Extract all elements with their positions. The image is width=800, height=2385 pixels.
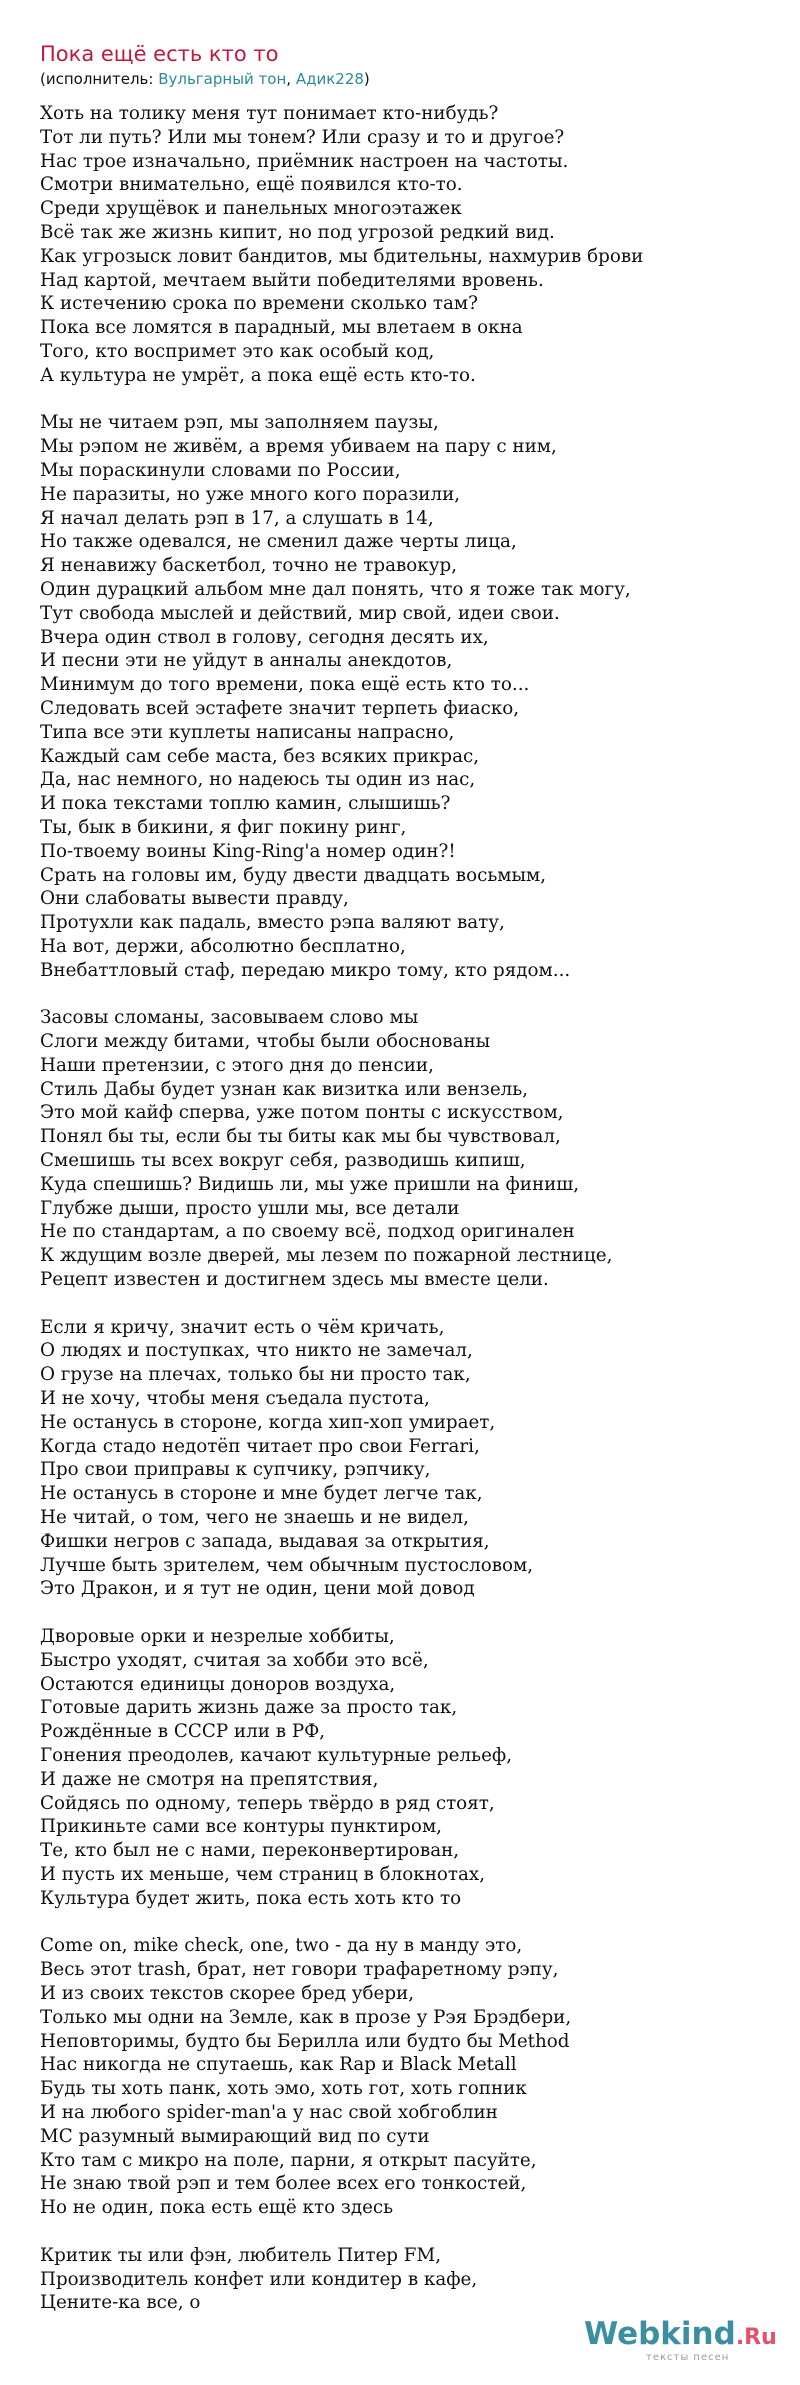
lyrics-line: Мы не читаем рэп, мы заполняем паузы, xyxy=(40,412,439,434)
lyrics-line: Рецепт известен и достигнем здесь мы вместе цели. xyxy=(40,1269,549,1291)
lyrics-line: По-твоему воины King-Ring'а номер один?! xyxy=(40,840,456,862)
lyrics-line: Срать на головы им, буду двести двадцать восьмым, xyxy=(40,864,547,886)
lyrics-line: Тот ли путь? Или мы тонем? Или сразу и то и другое? xyxy=(40,126,565,148)
lyrics-line: Протухли как падаль, вместо рэпа валяют вату, xyxy=(40,912,505,934)
artist-separator: , xyxy=(286,70,296,88)
lyrics-line: Не знаю твой рэп и тем более всех его тонкостей, xyxy=(40,2173,527,2195)
lyrics-line: Come on, mike check, one, two - да ну в манду это, xyxy=(40,1935,523,1957)
lyrics-line: Слоги между битами, чтобы были обоснованы xyxy=(40,1031,491,1053)
lyrics-stanza xyxy=(40,1625,800,1911)
lyrics-line: Не паразиты, но уже много кого поразили, xyxy=(40,483,461,505)
lyrics-line: Того, кто воспримет это как особый код, xyxy=(40,340,435,362)
lyrics-line: А культура не умрёт, а пока ещё есть кто-то. xyxy=(40,364,476,386)
lyrics-line: И пусть их меньше, чем страниц в блокнотах, xyxy=(40,1863,486,1885)
lyrics-line: Если я кричу, значит есть о чём кричать, xyxy=(40,1316,445,1338)
lyrics-line: Только мы одни на Земле, как в прозе у Рэя Брэдбери, xyxy=(40,2006,572,2028)
lyrics-line: Засовы сломаны, засовываем слово мы xyxy=(40,1007,419,1029)
lyrics-line: Куда спешишь? Видишь ли, мы уже пришли на финиш, xyxy=(40,1173,580,1195)
lyrics-line: Не останусь в стороне, когда хип-хоп умирает, xyxy=(40,1411,496,1433)
lyrics-line: Те, кто был не с нами, переконвертирован, xyxy=(40,1840,460,1862)
lyrics-line: Весь этот trash, брат, нет говори трафаретному рэпу, xyxy=(40,1959,559,1981)
lyrics-line: Гонения преодолев, качают культурные рельеф, xyxy=(40,1744,513,1766)
lyrics-line: И пока текстами топлю камин, слышишь? xyxy=(40,793,451,815)
lyrics-line: И на любого spider-man'а у нас свой хобгоблин xyxy=(40,2101,498,2123)
lyrics-line: Смотри внимательно, ещё появился кто-то. xyxy=(40,174,463,196)
artist-line xyxy=(40,68,800,90)
lyrics-line: На вот, держи, абсолютно бесплатно, xyxy=(40,935,406,957)
lyrics-line: Они слабоваты вывести правду, xyxy=(40,888,349,910)
lyrics-line: Остаются единицы доноров воздуха, xyxy=(40,1673,396,1695)
lyrics-line: Про свои приправы к супчику, рэпчику, xyxy=(40,1459,431,1481)
lyrics-line: И не хочу, чтобы меня съедала пустота, xyxy=(40,1388,430,1410)
lyrics-line: Производитель конфет или кондитер в кафе, xyxy=(40,2268,478,2290)
lyrics-line: Да, нас немного, но надеюсь ты один из нас, xyxy=(40,769,476,791)
lyrics-line: О грузе на плечах, только бы ни просто так, xyxy=(40,1364,471,1386)
lyrics-line: Мы рэпом не живём, а время убиваем на пару с ним, xyxy=(40,436,557,458)
lyrics-line: Это мой кайф сперва, уже потом понты с искусством, xyxy=(40,1102,564,1124)
artist-link-adik228[interactable]: Адик228 xyxy=(295,70,364,88)
lyrics-line: И песни эти не уйдут в анналы анекдотов, xyxy=(40,650,453,672)
artist-suffix: ) xyxy=(363,70,370,88)
lyrics-line: Не останусь в стороне и мне будет легче так, xyxy=(40,1483,483,1505)
lyrics-line: Фишки негров с запада, выдавая за открытия, xyxy=(40,1530,490,1552)
lyrics-line: Не по стандартам, а по своему всё, подход оригинален xyxy=(40,1221,575,1243)
lyrics-line: Рождённые в СССР или в РФ, xyxy=(40,1721,326,1743)
lyrics-stanza xyxy=(40,2244,800,2315)
lyrics-line: К ждущим возле дверей, мы лезем по пожарной лестнице, xyxy=(40,1245,613,1267)
lyrics-line: Один дурацкий альбом мне дал понять, что я тоже так могу, xyxy=(40,578,631,600)
lyrics-line: Как угрозыск ловит бандитов, мы бдительны, нахмурив брови xyxy=(40,245,644,267)
lyrics-line: Тут свобода мыслей и действий, мир свой, идеи свои. xyxy=(40,602,560,624)
lyrics-line: Культура будет жить, пока есть хоть кто то xyxy=(40,1887,462,1909)
lyrics-line: Типа все эти куплеты написаны напрасно, xyxy=(40,721,455,743)
lyrics-line: Вчера один ствол в голову, сегодня десять их, xyxy=(40,626,489,648)
lyrics-line: Но также одевался, не сменил даже черты лица, xyxy=(40,531,517,553)
lyrics-line: Каждый сам себе маста, без всяких прикрас, xyxy=(40,745,480,767)
lyrics-line: Быстро уходят, считая за хобби это всё, xyxy=(40,1649,429,1671)
lyrics-line: Нас никогда не спутаешь, как Rap и Black Metall xyxy=(40,2054,517,2076)
logo-name: Webkind xyxy=(584,2316,736,2352)
lyrics-line: Глубже дыши, просто ушли мы, все детали xyxy=(40,1197,460,1219)
lyrics-line: Следовать всей эстафете значит терпеть фиаско, xyxy=(40,697,520,719)
lyrics-line: Готовые дарить жизнь даже за просто так, xyxy=(40,1697,458,1719)
lyrics-line: И из своих текстов скорее бред убери, xyxy=(40,1982,415,2004)
lyrics-line: Сойдясь по одному, теперь твёрдо в ряд стоят, xyxy=(40,1792,495,1814)
lyrics-line: Дворовые орки и незрелые хоббиты, xyxy=(40,1626,395,1647)
lyrics-line: Минимум до того времени, пока ещё есть кто то... xyxy=(40,674,530,696)
lyrics-line: Всё так же жизнь кипит, но под угрозой редкий вид. xyxy=(40,221,555,243)
lyrics-line: Цените-ка все, о xyxy=(40,2292,201,2314)
lyrics-line: Критик ты или фэн, любитель Питер FM, xyxy=(40,2244,442,2266)
lyrics-line: Неповторимы, будто бы Берилла или будто бы Method xyxy=(40,2030,570,2052)
logo-tld: .Ru xyxy=(735,2325,777,2350)
lyrics-line: Смешишь ты всех вокруг себя, разводишь кипиш, xyxy=(40,1150,526,1172)
lyrics-text xyxy=(40,102,800,2315)
lyrics-line: Я ненавижу баскетбол, точно не травокур, xyxy=(40,555,458,577)
lyrics-stanza xyxy=(40,102,800,388)
lyrics-line: Понял бы ты, если бы ты биты как мы бы чувствовал, xyxy=(40,1126,561,1148)
webkind-logo[interactable] xyxy=(584,2314,777,2370)
lyrics-line: О людях и поступках, что никто не замечал, xyxy=(40,1340,473,1362)
lyrics-line: Лучше быть зрителем, чем обычным пустословом, xyxy=(40,1554,534,1576)
lyrics-line: К истечению срока по времени сколько там? xyxy=(40,293,478,315)
lyrics-stanza xyxy=(40,1006,800,1292)
lyrics-stanza xyxy=(40,1316,800,1602)
lyrics-line: И даже не смотря на препятствия, xyxy=(40,1768,379,1790)
lyrics-line: Пока все ломятся в парадный, мы влетаем в окна xyxy=(40,317,523,339)
lyrics-line: Внебаттловый стаф, передаю микро тому, кто рядом... xyxy=(40,959,571,981)
artist-prefix: (исполнитель: xyxy=(40,70,159,88)
lyrics-line: Будь ты хоть панк, хоть эмо, хоть гот, хоть гопник xyxy=(40,2078,527,2100)
lyrics-line: Но не один, пока есть ещё кто здесь xyxy=(40,2197,394,2219)
lyrics-stanza xyxy=(40,1934,800,2220)
lyrics-line: Стиль Дабы будет узнан как визитка или вензель, xyxy=(40,1078,529,1100)
logo-tagline: тексты песен xyxy=(646,2352,730,2363)
lyrics-line: МС разумный вымирающий вид по сути xyxy=(40,2125,430,2147)
lyrics-line: Это Дракон, и я тут не один, цени мой довод xyxy=(40,1578,475,1600)
song-title: Пока ещё есть кто то xyxy=(40,42,279,66)
lyrics-line: Ты, бык в бикини, я фиг покину ринг, xyxy=(40,816,407,838)
lyrics-line: Прикиньте сами все контуры пунктиром, xyxy=(40,1816,442,1838)
lyrics-line: Не читай, о том, чего не знаешь и не видел, xyxy=(40,1507,469,1529)
lyrics-line: Мы пораскинули словами по России, xyxy=(40,459,401,481)
artist-link-vulgarny-ton[interactable]: Вульгарный тон xyxy=(158,70,287,88)
lyrics-line: Среди хрущёвок и панельных многоэтажек xyxy=(40,198,462,220)
lyrics-line: Когда стадо недотёп читает про свои Ferrari, xyxy=(40,1435,480,1457)
lyrics-line: Кто там с микро на поле, парни, я открыт пасуйте, xyxy=(40,2149,537,2171)
lyrics-stanza xyxy=(40,411,800,982)
lyrics-line: Нас трое изначально, приёмник настроен на частоты. xyxy=(40,150,569,172)
lyrics-line: Я начал делать рэп в 17, а слушать в 14, xyxy=(40,507,434,529)
lyrics-line: Хоть на толику меня тут понимает кто-нибудь? xyxy=(40,103,499,124)
lyrics-line: Наши претензии, с этого дня до пенсии, xyxy=(40,1054,434,1076)
lyrics-line: Над картой, мечтаем выйти победителями вровень. xyxy=(40,269,544,291)
